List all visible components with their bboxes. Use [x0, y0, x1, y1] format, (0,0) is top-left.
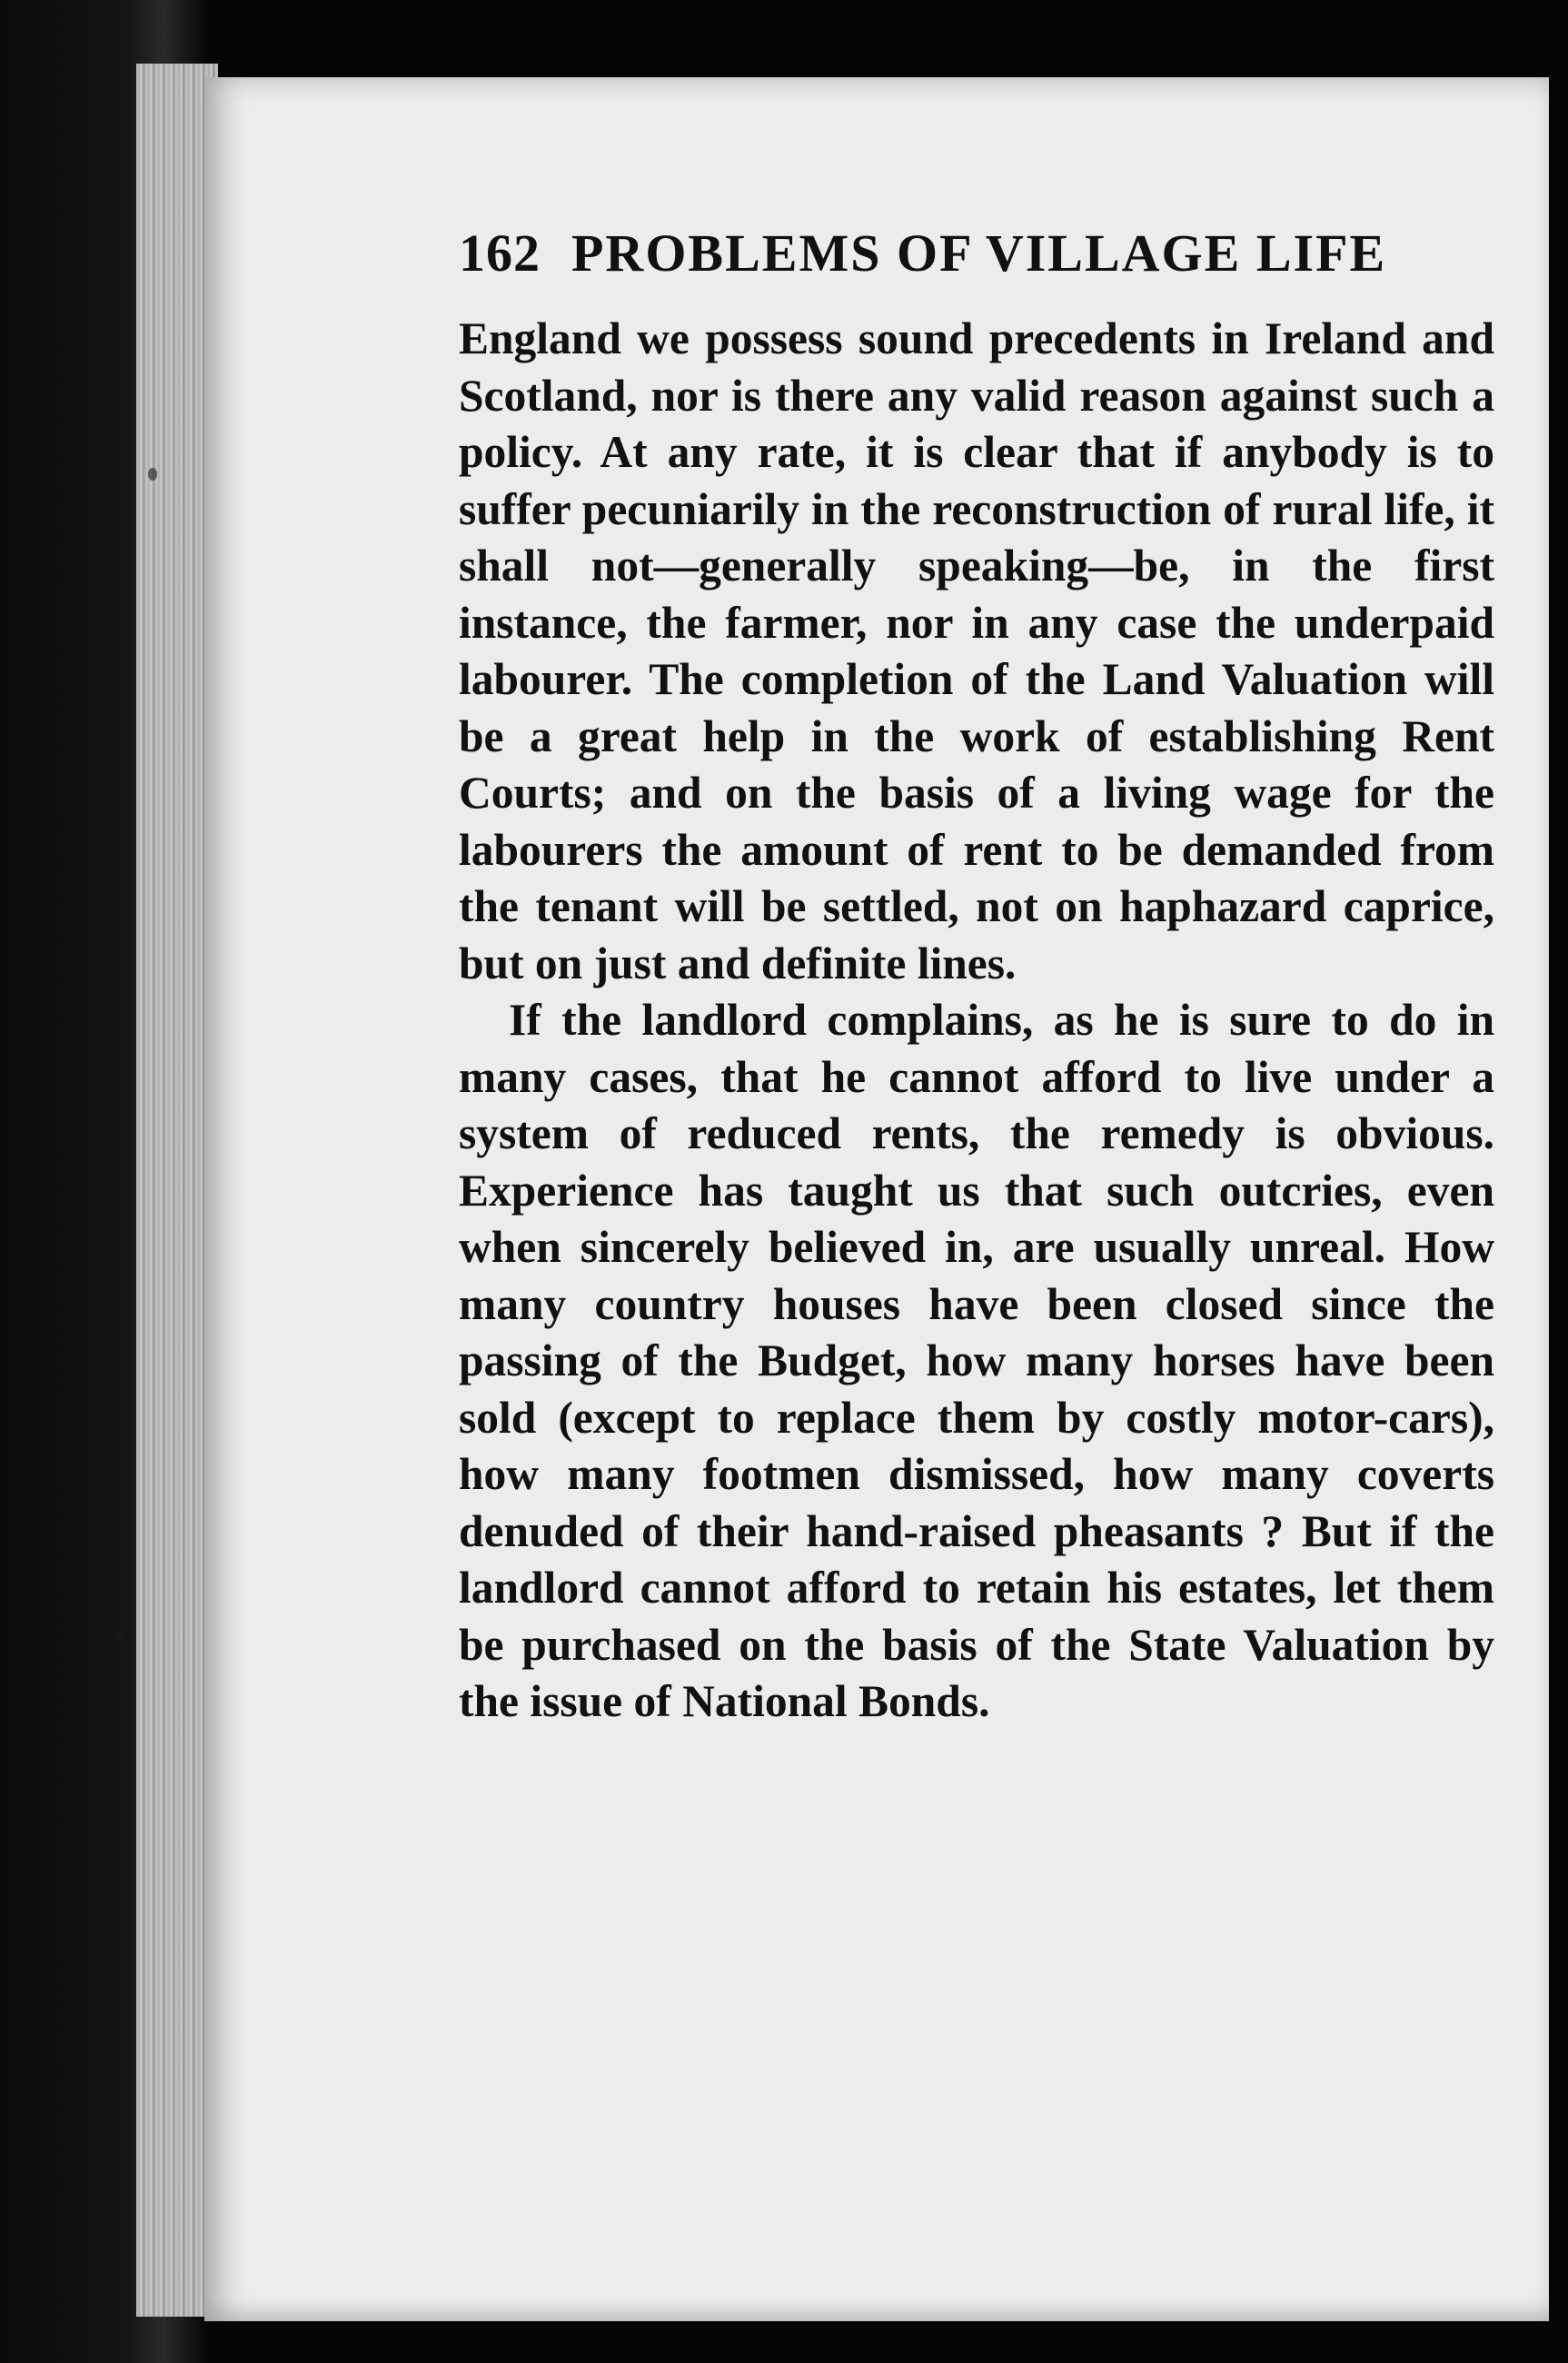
- page-number: 162: [459, 223, 541, 283]
- running-head: [459, 223, 1494, 283]
- paragraph-2: If the landlord complains, as he is sure to do in many cases, that he cannot afford to live under a system of reduced rents, the remedy is obvious. Experience has taught us that such outcries, even when sincerely believed in, are usually unreal. How many country houses have been closed since the passing of the Budget, how many horses have been sold (except to replace them by costly motor-cars), how many footmen dismissed, how many coverts denuded of their hand-raised pheasants ? But if the landlord cannot afford to retain his estates, let them be purchased on the basis of the State Valuation by the issue of National Bonds.: [459, 995, 1494, 1726]
- paragraph-1: England we possess sound precedents in Ireland and Scotland, nor is there any valid reason against such a policy. At any rate, it is clear that if anybody is to suffer pecuniarily in the reconstruction of rural life, it shall not—generally speaking—be, in the first instance, the farmer, nor in any case the underpaid labourer. The completion of the Land Valuation will be a great help in the work of establishing Rent Courts; and on the basis of a living wage for the labourers the amount of rent to be demanded from the tenant will be settled, not on haphazard caprice, but on just and definite lines.: [459, 313, 1494, 988]
- scan-speck: [116, 1631, 124, 1642]
- running-title: PROBLEMS OF VILLAGE LIFE: [571, 223, 1387, 283]
- page-content: [459, 223, 1494, 1731]
- book-page: [204, 77, 1549, 2321]
- scan-speck: [148, 468, 157, 481]
